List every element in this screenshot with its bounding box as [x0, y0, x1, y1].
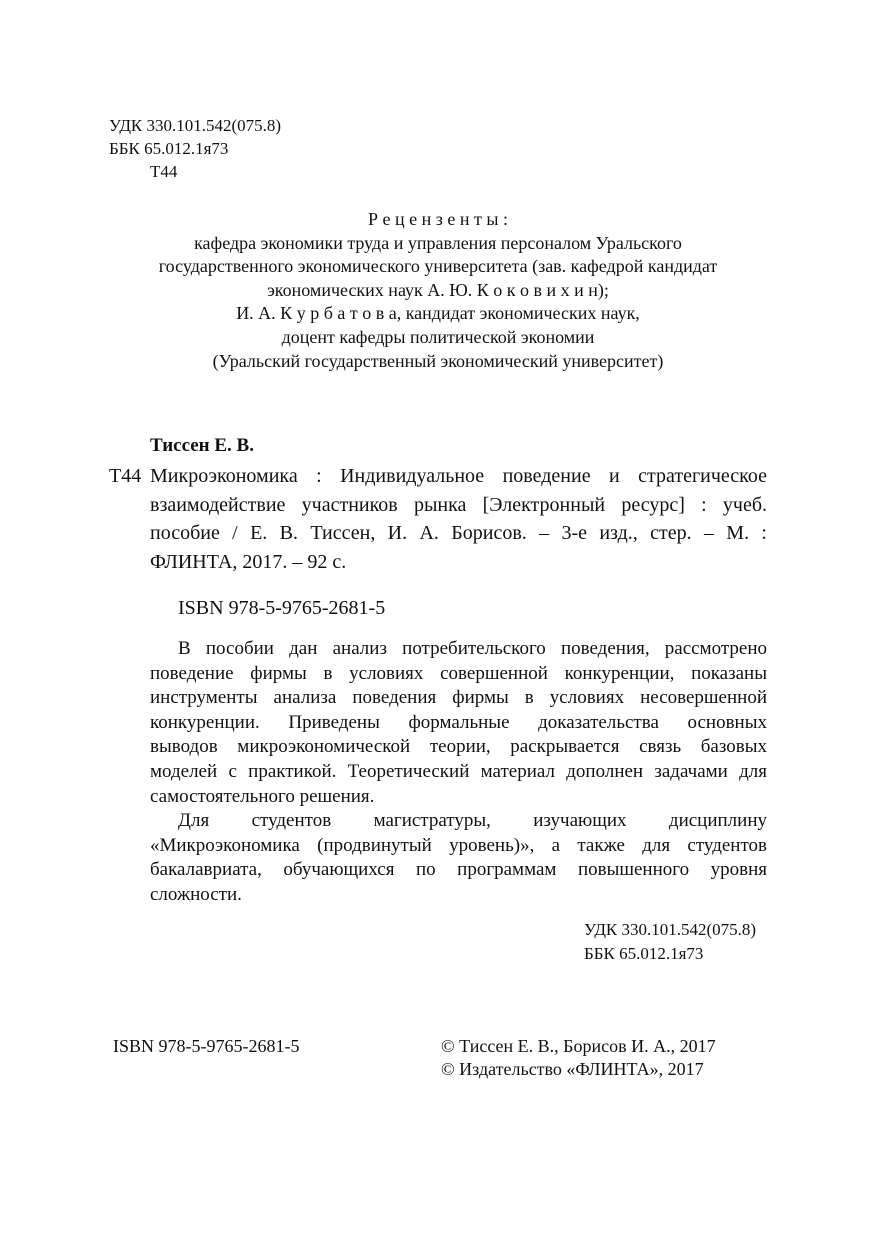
entry-author: Тиссен Е. В.	[150, 435, 254, 456]
entry-author-mark: Т44	[109, 465, 142, 487]
abstract-line: самостоятельного решения.	[150, 785, 375, 807]
bbk-code-bottom: ББК 65.012.1я73	[584, 944, 704, 963]
abstract-line: выводов микроэкономической теории, раскрывается связь базовых	[150, 736, 767, 758]
reviewers-block	[109, 208, 767, 373]
reviewers-line: кафедра экономики труда и управления персоналом Уральского	[194, 232, 682, 253]
biblio-line: ФЛИНТА, 2017. – 92 с.	[150, 550, 347, 573]
bbk-code-top: ББК 65.012.1я73	[109, 139, 229, 158]
abstract-line: «Микроэкономика (продвинутый уровень)», а также для студентов	[150, 834, 767, 856]
copyright-publisher: © Издательство «ФЛИНТА», 2017	[441, 1059, 704, 1079]
udk-code-top: УДК 330.101.542(075.8)	[109, 116, 282, 135]
reviewers-line: экономических наук А. Ю. К о к о в и х и н);	[267, 279, 609, 300]
copyright-authors: © Тиссен Е. В., Борисов И. А., 2017	[441, 1036, 716, 1056]
footer-isbn: ISBN 978-5-9765-2681-5	[113, 1036, 300, 1056]
biblio-line: взаимодействие участников рынка [Электронный ресурс] : учеб.	[150, 493, 767, 516]
entry-isbn: ISBN 978-5-9765-2681-5	[178, 597, 386, 619]
abstract-line: инструменты анализа поведения фирмы в условиях несовершенной	[150, 687, 767, 709]
abstract-line: бакалавриата, обучающихся по программам повышенного уровня	[150, 859, 767, 881]
abstract-line: В пособии дан анализ потребительского поведения, рассмотрено	[178, 638, 767, 659]
reviewers-line: доцент кафедры политической экономии	[281, 326, 595, 347]
biblio-line: Микроэкономика : Индивидуальное поведение и стратегическое	[150, 465, 767, 487]
abstract-line: конкуренции. Приведены формальные доказательства основных	[150, 711, 767, 733]
abstract-line: сложности.	[150, 883, 242, 905]
abstract-line: моделей с практикой. Теоретический материал дополнен задачами для	[150, 760, 767, 782]
udk-code-bottom: УДК 330.101.542(075.8)	[584, 920, 757, 939]
abstract-line: поведение фирмы в условиях совершенной конкуренции, показаны	[150, 662, 767, 684]
reviewers-heading: Р е ц е н з е н т ы :	[368, 209, 508, 229]
reviewers-line: (Уральский государственный экономический университет)	[212, 350, 664, 371]
author-mark-top: Т44	[150, 162, 178, 181]
abstract-line: Для студентов магистратуры, изучающих дисциплину	[178, 810, 767, 832]
bibliographic-description	[150, 462, 767, 576]
reviewers-line: И. А. К у р б а т о в а, кандидат экономических наук,	[236, 303, 640, 324]
reviewers-line: государственного экономического университета (зав. кафедрой кандидат	[158, 256, 718, 277]
abstract	[150, 637, 767, 908]
biblio-line: пособие / Е. В. Тиссен, И. А. Борисов. – 3-е изд., стер. – М. :	[150, 522, 767, 544]
